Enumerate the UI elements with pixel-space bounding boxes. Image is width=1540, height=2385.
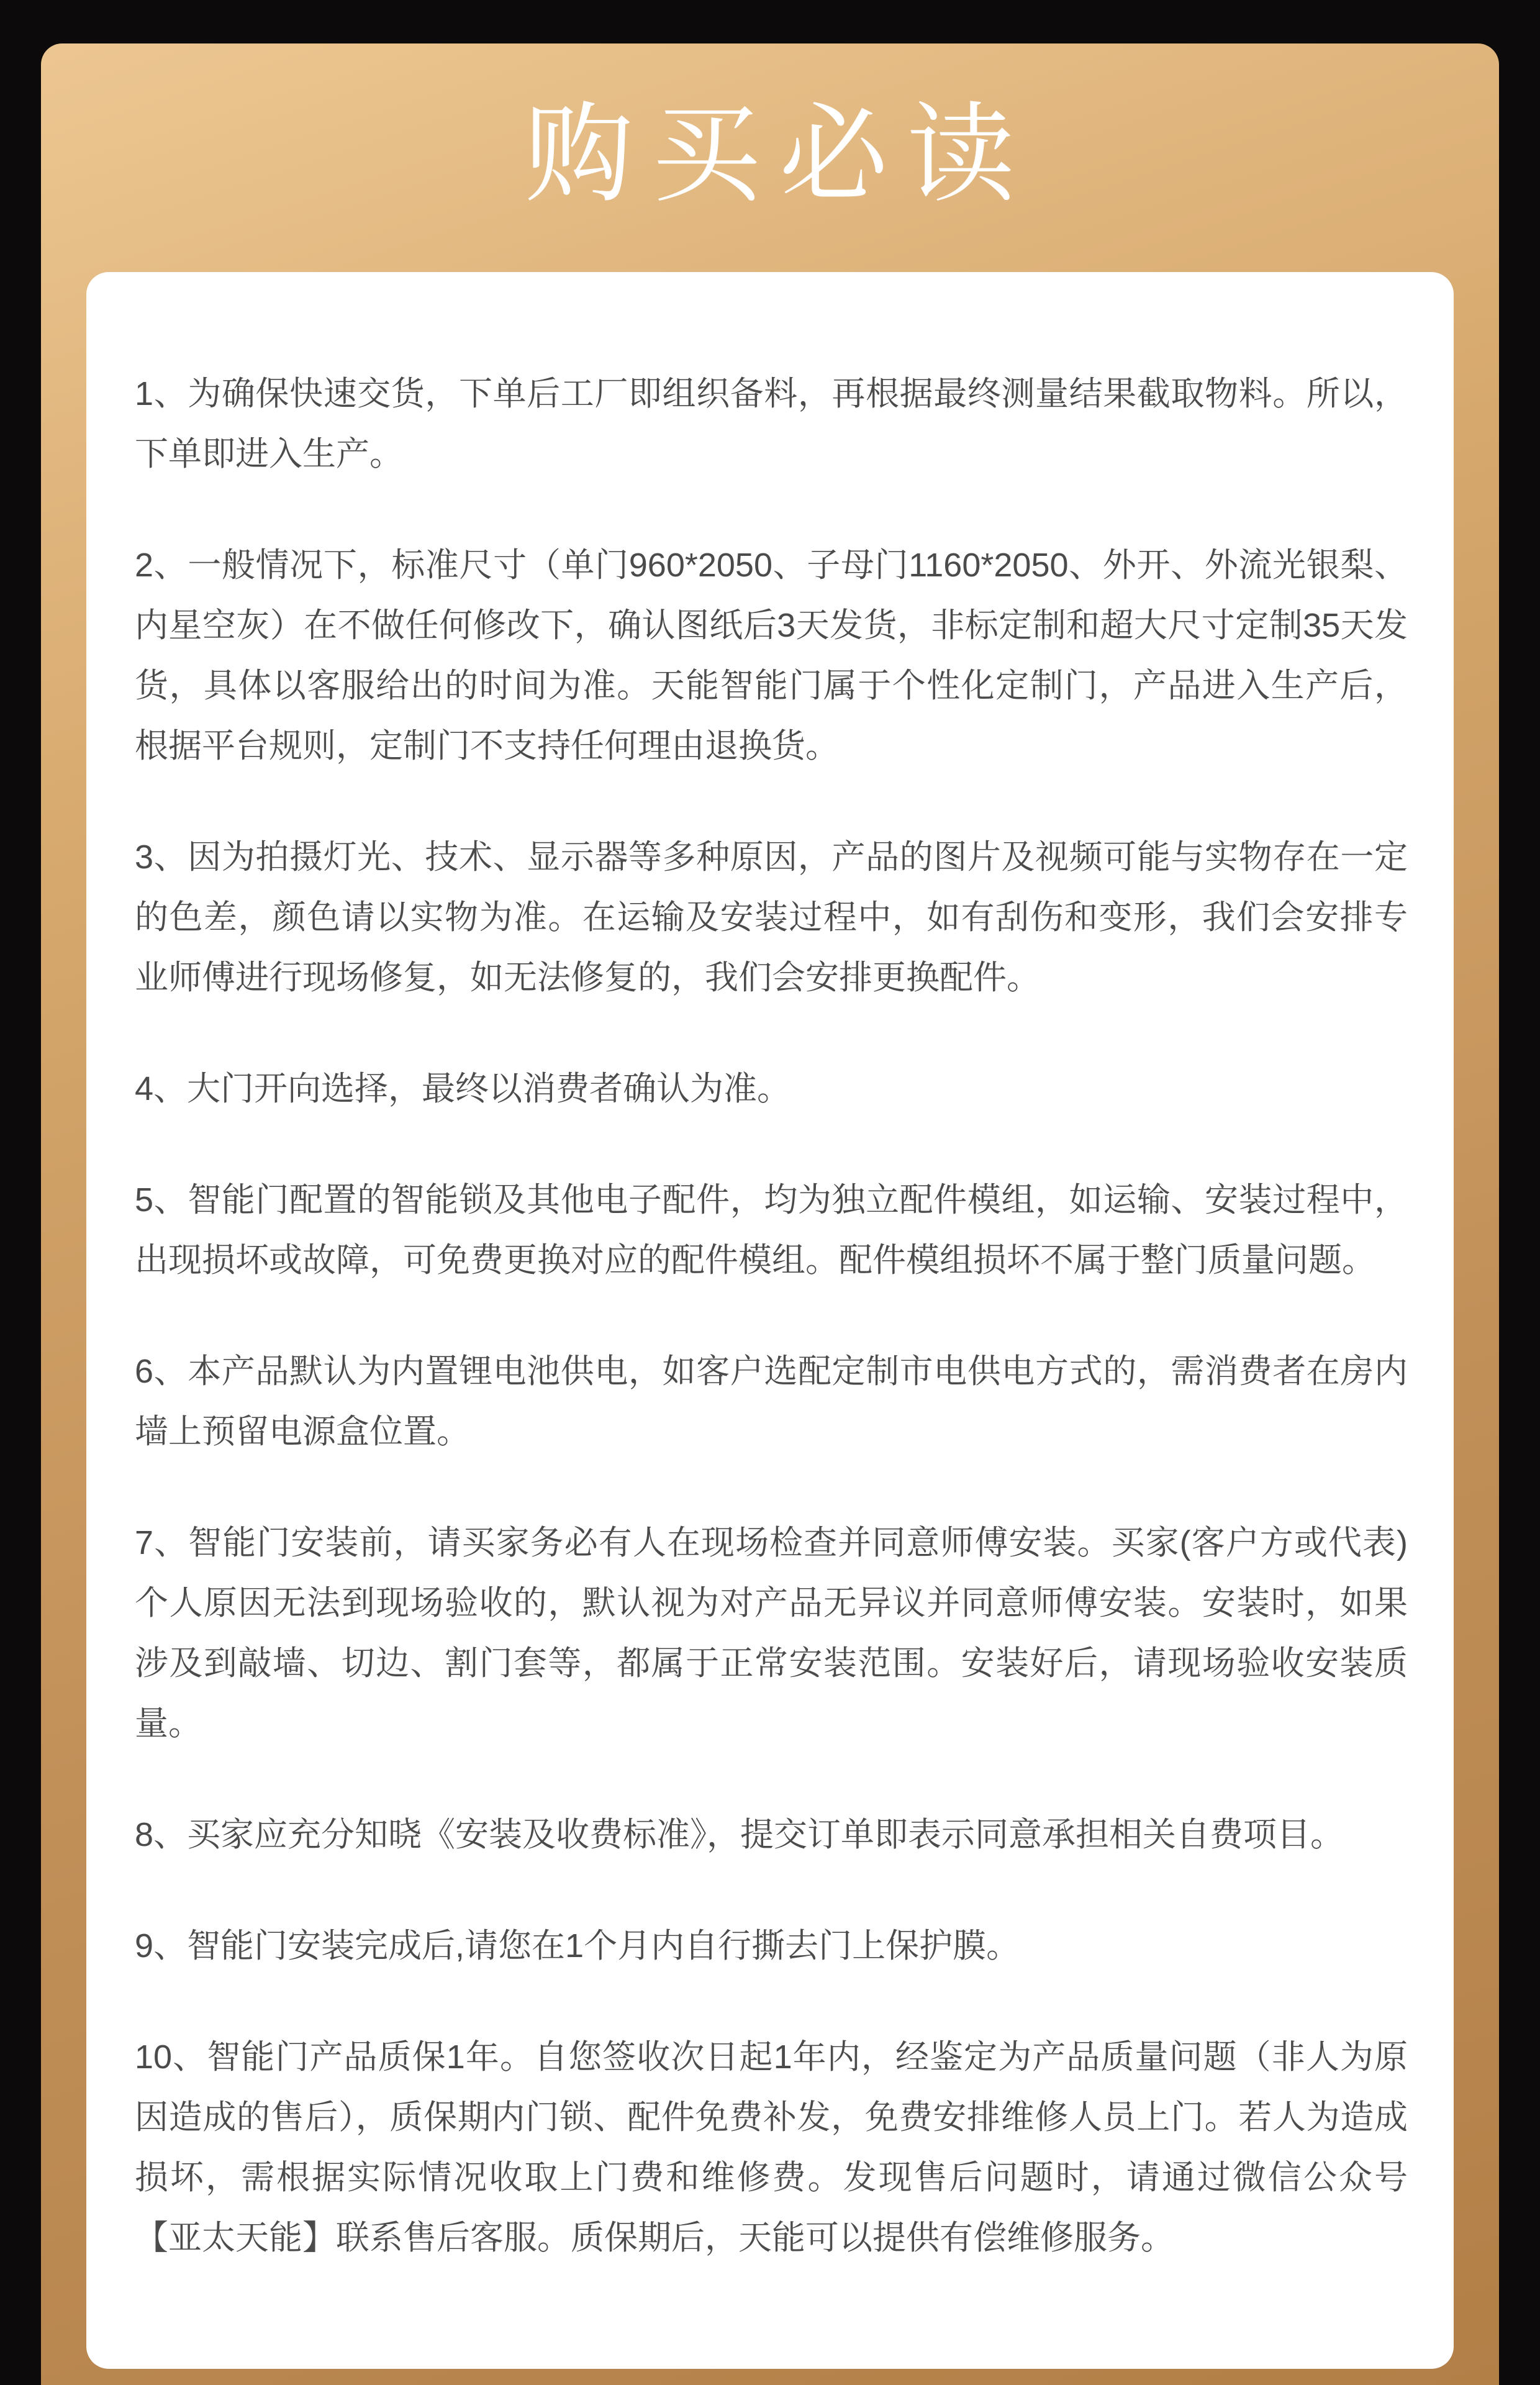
notice-item: 4、大门开向选择，最终以消费者确认为准。 — [135, 1070, 791, 1107]
notice-item: 1、为确保快速交货，下单后工厂即组织备料，再根据最终测量结果截取物料。所以，下单即进入生产。 — [135, 375, 1408, 473]
notice-item: 7、智能门安装前，请买家务必有人在现场检查并同意师傅安装。买家(客户方或代表)个人原因无法到现场验收的，默认视为对产品无异议并同意师傅安装。安装时，如果涉及到敲墙、切边、割门套等，都属于正常安装范围。安装好后，请现场验收安装质量。 — [135, 1524, 1408, 1742]
notice-item: 2、一般情况下，标准尺寸（单门960*2050、子母门1160*2050、外开、外流光银梨、内星空灰）在不做任何修改下，确认图纸后3天发货，非标定制和超大尺寸定制35天发货，具体以客服给出的时间为准。天能智能门属于个性化定制门，产品进入生产后，根据平台规则，定制门不支持任何理由退换货。 — [135, 546, 1408, 765]
page-title: 购买必读 — [525, 94, 1034, 216]
notice-item: 8、买家应充分知晓《安装及收费标准》，提交订单即表示同意承担相关自费项目。 — [135, 1815, 1344, 1853]
gold-panel — [41, 43, 1499, 2385]
notice-item: 5、智能门配置的智能锁及其他电子配件，均为独立配件模组，如运输、安装过程中，出现损坏或故障，可免费更换对应的配件模组。配件模组损坏不属于整门质量问题。 — [135, 1181, 1408, 1279]
notice-card — [86, 272, 1454, 2369]
notice-item: 10、智能门产品质保1年。自您签收次日起1年内，经鉴定为产品质量问题（非人为原因造成的售后），质保期内门锁、配件免费补发，免费安排维修人员上门。若人为造成损坏，需根据实际情况收取上门费和维修费。发现售后问题时，请通过微信公众号【亚太天能】联系售后客服。质保期后，天能可以提供有偿维修服务。 — [135, 2038, 1408, 2256]
notice-item: 6、本产品默认为内置锂电池供电，如客户选配定制市电供电方式的，需消费者在房内墙上预留电源盒位置。 — [135, 1352, 1408, 1450]
notice-item: 3、因为拍摄灯光、技术、显示器等多种原因，产品的图片及视频可能与实物存在一定的色差，颜色请以实物为准。在运输及安装过程中，如有刮伤和变形，我们会安排专业师傅进行现场修复，如无法修复的，我们会安排更换配件。 — [135, 838, 1408, 996]
notice-item: 9、智能门安装完成后,请您在1个月内自行撕去门上保护膜。 — [135, 1927, 1020, 1965]
